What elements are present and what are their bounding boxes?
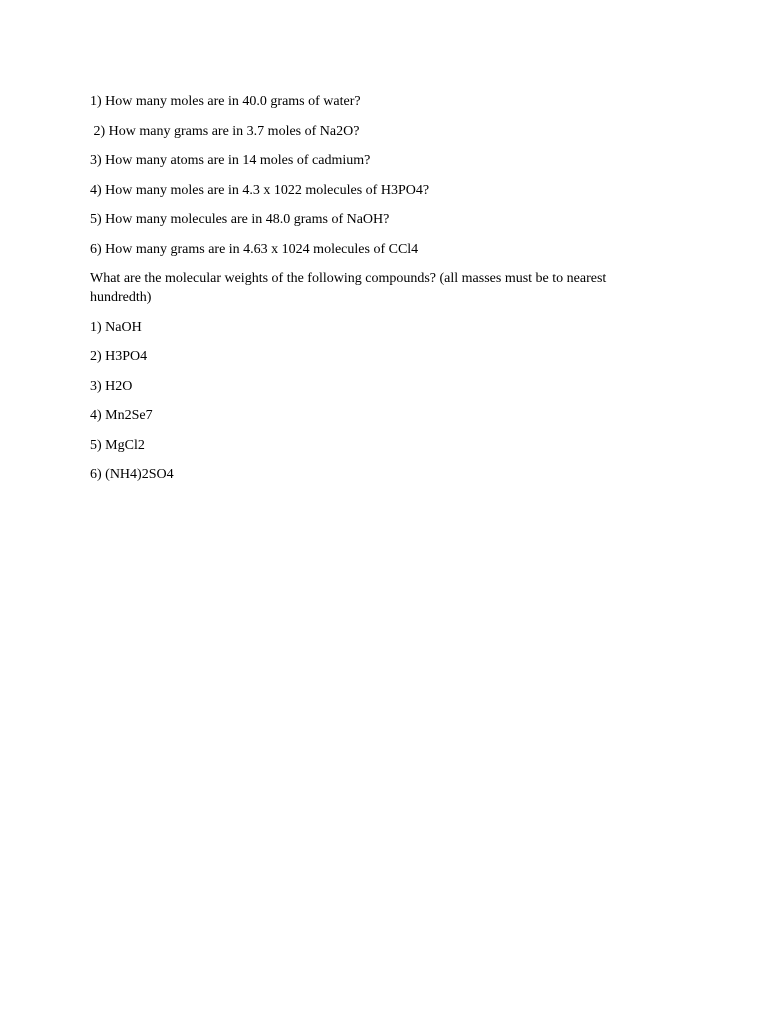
question-5: 5) How many molecules are in 48.0 grams of NaOH?: [90, 212, 390, 227]
section-heading: What are the molecular weights of the following compounds? (all masses must be to nearest hundredth): [90, 271, 610, 305]
question-2: 2) How many grams are in 3.7 moles of Na2O?: [90, 123, 360, 139]
compound-4: 4) Mn2Se7: [90, 408, 153, 423]
question-3: 3) How many atoms are in 14 moles of cadmium?: [90, 153, 371, 168]
question-1: 1) How many moles are in 40.0 grams of water?: [90, 94, 361, 109]
question-4: 4) How many moles are in 4.3 x 1022 molecules of H3PO4?: [90, 182, 430, 198]
question-6: 6) How many grams are in 4.63 x 1024 molecules of CCl4: [90, 241, 419, 257]
compound-2: 2) H3PO4: [90, 349, 148, 364]
compound-6: 6) (NH4)2SO4: [90, 467, 174, 482]
compound-3: 3) H2O: [90, 378, 133, 394]
document-page: [90, 92, 660, 495]
compound-5: 5) MgCl2: [90, 437, 145, 453]
compound-1: 1) NaOH: [90, 319, 142, 335]
